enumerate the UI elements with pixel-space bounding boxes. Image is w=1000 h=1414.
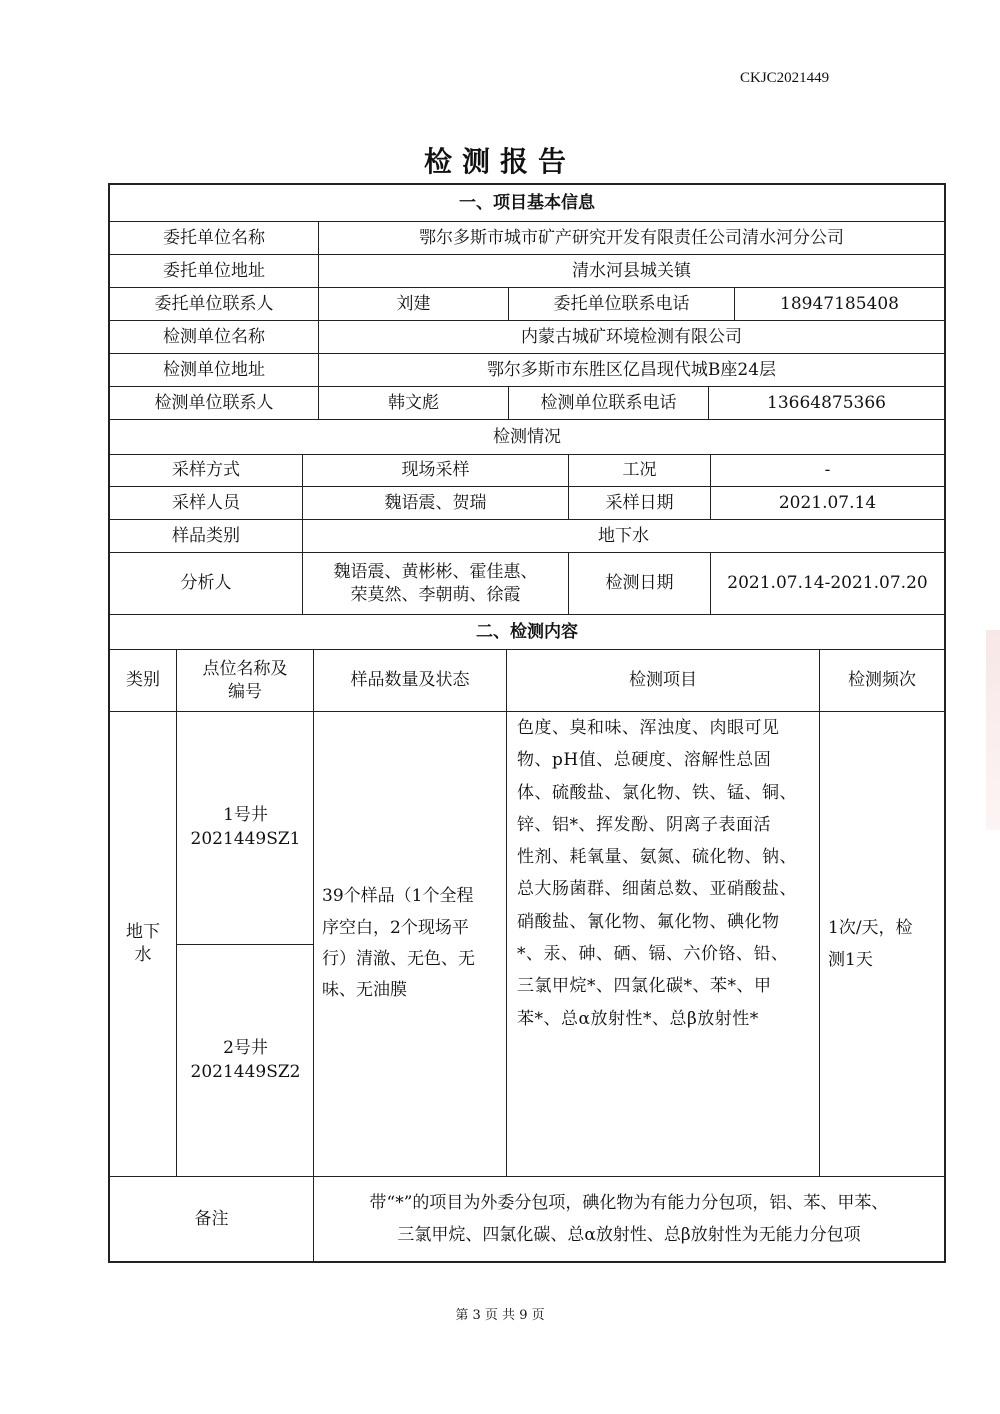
point-2 [177, 944, 314, 1177]
remark-label: 备注 [110, 1177, 314, 1261]
sample-line-1: 39个样品（1个全程 [322, 886, 474, 907]
lab-name-value: 内蒙古城矿环境检测有限公司 [521, 326, 742, 347]
sample-line-4: 味、无油膜 [322, 980, 407, 1001]
samplers-label: 采样人员 [110, 487, 303, 519]
lab-phone-label: 检测单位联系电话 [509, 387, 709, 419]
lab-name-label: 检测单位名称 [110, 321, 319, 353]
item-line-3: 体、硫酸盐、氯化物、铁、锰、铜、 [517, 782, 797, 803]
point-1-name: 1号井 [223, 805, 268, 826]
lab-contact-row [110, 387, 944, 420]
section1-title: 一、项目基本信息 [459, 192, 595, 213]
section2-title: 二、检测内容 [476, 621, 578, 642]
lab-address-label: 检测单位地址 [110, 354, 319, 386]
col-items: 检测项目 [507, 650, 820, 711]
client-name-label: 委托单位名称 [110, 222, 319, 254]
analysts-line-1: 魏语震、黄彬彬、霍佳惠、 [333, 561, 538, 582]
col-point [177, 650, 314, 711]
client-contact-label: 委托单位联系人 [110, 288, 319, 320]
sampling-method-label: 采样方式 [110, 455, 303, 486]
frequency-cell [820, 712, 944, 1176]
client-address-row [110, 255, 944, 288]
point-1 [177, 712, 314, 944]
page-number: 第 3 页 共 9 页 [455, 1308, 545, 1323]
analysts-value [303, 553, 569, 614]
remark-line-1: 带“*”的项目为外委分包项，碘化物为有能力分包项，铝、苯、甲苯、 [369, 1192, 889, 1213]
category-line-1: 地下 [126, 922, 160, 943]
seal-stamp-fragment [986, 630, 1000, 830]
situation-row [110, 420, 944, 455]
client-contact-value: 刘建 [319, 288, 509, 320]
section2-title-row [110, 615, 944, 650]
client-phone-label: 委托单位联系电话 [509, 288, 735, 320]
frequency-line-2: 测1天 [828, 950, 873, 970]
item-line-1: 色度、臭和味、浑浊度、肉眼可见 [517, 718, 780, 738]
client-name-value: 鄂尔多斯市城市矿产研究开发有限责任公司清水河分公司 [419, 227, 844, 248]
report-number: CKJC2021449 [740, 70, 830, 86]
test-date-value: 2021.07.14-2021.07.20 [727, 573, 928, 594]
sample-type-value: 地下水 [598, 525, 649, 546]
lab-name-row [110, 321, 944, 354]
frequency-line-1: 1次/天，检 [828, 917, 913, 938]
analysts-row [110, 553, 944, 615]
condition-value: - [824, 460, 831, 481]
test-date-label: 检测日期 [569, 553, 711, 614]
sampling-date-value: 2021.07.14 [778, 492, 877, 513]
remark-value [314, 1177, 944, 1261]
client-phone-value: 18947185408 [780, 293, 899, 314]
client-address-label: 委托单位地址 [110, 255, 319, 287]
col-sample: 样品数量及状态 [314, 650, 507, 711]
analysts-label: 分析人 [110, 553, 303, 614]
samplers-value: 魏语震、贺瑞 [303, 487, 569, 519]
item-line-10: 苯*、总α放射性*、总β放射性* [517, 1008, 759, 1029]
content-body-row [110, 712, 944, 1177]
sampling-method-value: 现场采样 [303, 455, 569, 486]
point-2-code: 2021449SZ2 [190, 1061, 301, 1082]
client-address-value: 清水河县城关镇 [572, 260, 691, 281]
point-2-name: 2号井 [223, 1037, 268, 1058]
col-point-line-1: 点位名称及 [202, 658, 288, 679]
category-cell [110, 712, 177, 1176]
item-line-8: *、汞、砷、硒、镉、六价铬、铅、 [517, 944, 789, 965]
condition-label: 工况 [569, 455, 711, 486]
remark-row [110, 1177, 944, 1261]
remark-line-2: 三氯甲烷、四氯化碳、总α放射性、总β放射性为无能力分包项 [397, 1225, 861, 1245]
lab-phone-value: 13664875366 [767, 392, 886, 413]
item-line-9: 三氯甲烷*、四氯化碳*、苯*、甲 [517, 976, 772, 997]
lab-address-row [110, 354, 944, 387]
sample-type-row [110, 520, 944, 553]
sample-type-label: 样品类别 [110, 520, 303, 552]
lab-address-value: 鄂尔多斯市东胜区亿昌现代城B座24层 [486, 359, 777, 380]
situation-label: 检测情况 [493, 426, 561, 447]
col-frequency: 检测频次 [848, 670, 916, 691]
lab-contact-label: 检测单位联系人 [110, 387, 319, 419]
client-contact-row [110, 288, 944, 321]
section1-title-row [110, 185, 944, 222]
col-point-line-2: 编号 [228, 681, 262, 702]
samplers-row [110, 487, 944, 520]
items-cell [507, 712, 820, 1176]
sample-cell [314, 712, 507, 1176]
item-line-2: 物、pH值、总硬度、溶解性总固 [517, 750, 772, 771]
sampling-method-row [110, 455, 944, 487]
item-line-7: 硝酸盐、氰化物、氟化物、碘化物 [517, 911, 780, 932]
col-category: 类别 [110, 650, 177, 711]
page-title: 检测报告 [423, 145, 576, 178]
item-line-4: 锌、铝*、挥发酚、阴离子表面活 [517, 814, 771, 835]
category-line-2: 水 [134, 945, 152, 965]
sample-line-2: 序空白，2个现场平 [322, 917, 469, 938]
report-table [108, 183, 946, 1263]
sample-line-3: 行）清澈、无色、无 [322, 949, 475, 969]
sampling-date-label: 采样日期 [569, 487, 711, 519]
analysts-line-2: 荣莫然、李朝萌、徐霞 [350, 584, 521, 605]
point-1-code: 2021449SZ1 [190, 829, 301, 849]
item-line-5: 性剂、耗氧量、氨氮、硫化物、钠、 [517, 847, 797, 868]
item-line-6: 总大肠菌群、细菌总数、亚硝酸盐、 [517, 879, 797, 900]
lab-contact-value: 韩文彪 [319, 387, 509, 419]
content-header-row [110, 650, 944, 712]
client-name-row [110, 222, 944, 255]
